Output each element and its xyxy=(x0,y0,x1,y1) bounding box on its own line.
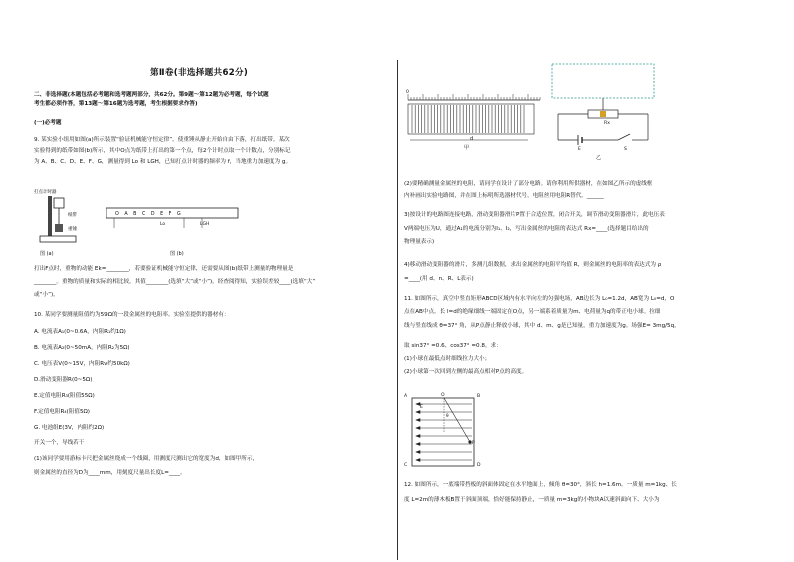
q10-option-c: C. 电压表V(0~15V，内阻Rv约50kΩ) xyxy=(34,361,130,367)
point-d: D xyxy=(150,212,157,217)
q11-label-b: B xyxy=(477,394,481,399)
q9-line2: 实验得到的纸带如图(b)所示，其中O点为纸带上打出的第一个点，每2个计时点取一个计数点，分别标记 xyxy=(34,148,291,154)
lgh-label: LGH xyxy=(200,222,210,227)
q11-line3: 线与竖直线成 θ=37° 角，从P点静止释放小球，其中 d、m、g是已知量，重力加速度为g。场强E= 3mg/5q， xyxy=(404,323,680,329)
q10-sub4-line2: =____(用 d、n、R、L表示) xyxy=(404,276,474,282)
ruler-zero: 0 xyxy=(406,90,409,95)
q10-sub2-line2: 内补画出实验电路图，并在图上标明所选器材代号，电阻丝用电阻R替代。______ xyxy=(404,193,604,199)
q12-line1: 12. 如图所示，一底端带挡板的斜面体固定在水平地面上，倾角 θ=30°，斜长 h=1.6m。一质量 m=1kg、长 xyxy=(404,482,677,488)
figure-jia-caption: 甲 xyxy=(464,145,470,151)
q12-line2: 度 L=2m的薄木板B置于斜面顶端，恰好能保持静止，一质量 m=3kg的小物块A以速斜面向下、大小为 xyxy=(404,497,660,503)
q11-line4: 取 sin37° =0.6、cos37° =0.8。求： xyxy=(404,343,502,349)
figure-yi-circuit xyxy=(548,62,660,162)
q10-sub2-line1: (2)要精确测量金属丝的电阻，请同学在设计了部分电路。请你利用所供器材，在如图乙所示的虚线框 xyxy=(404,181,653,187)
q9-line4: 打出F点时，重物的动能 Ek=________，若要验证机械能守恒定律，还需要从图(b)纸带上测量的物理量是 xyxy=(34,266,294,272)
q10-sub1-cont: 则金属丝的直径为D为____mm，用刻度尺量出长度L=____。 xyxy=(34,470,186,476)
q10-option-d: D.滑动变阻器R(0~5Ω) xyxy=(34,377,93,383)
page-title: 第Ⅱ卷(非选择题共62分) xyxy=(150,68,249,78)
q10-option-f: F.定值电阻R₄(阻值5Ω) xyxy=(34,409,90,415)
q10-option-a: A. 电流表A₁(0~0.6A，内阻R₁约1Ω) xyxy=(34,329,126,335)
point-b: B xyxy=(133,212,139,217)
figure-a-caption: 图 (a) xyxy=(40,251,54,257)
circuit-e-label: E xyxy=(578,147,581,152)
weight-label: 重锤 xyxy=(68,227,77,232)
circuit-s-label: S xyxy=(624,147,627,152)
figure-b-tape xyxy=(106,206,246,232)
point-e: E xyxy=(160,212,166,217)
figure-q11-field xyxy=(404,392,484,472)
point-o: O xyxy=(115,212,121,217)
point-c: C xyxy=(141,212,148,217)
q11-line2: 点在AB中点。长 l=d的绝缘细线一端固定在O点，另一端系着质量为m、电荷量为q的带正电小球。拉细 xyxy=(404,309,661,315)
point-a: A xyxy=(124,212,130,217)
circuit-rx-label: Rx xyxy=(604,121,610,126)
q11-label-c: C xyxy=(404,463,408,468)
q11-label-d: D xyxy=(477,463,481,468)
q10-sub1: (1)该同学要用游标卡尺把金属丝绕成一个线圈，用测度尺测出它的宽度为d，如图甲所示， xyxy=(34,456,259,462)
section-heading-cont: 考生都必须作答，第13题～第16题为选考题，考生根据要求作答) xyxy=(34,101,198,107)
q10-sub3-line1: 3)按设计的电路图连接电路，滑动变阻器滑片P置于合适位置，闭合开关，调节滑动变阻器滑片，此电压表 xyxy=(404,212,665,218)
q10-sub3-line3: 物理量表示) xyxy=(404,239,435,245)
q11-label-theta: θ xyxy=(446,413,449,418)
q11-line1: 11. 如图所示，真空中竖直矩形ABCD区域内有水平向左的匀强电场，AB边长为 L₀=1.2d，AB宽为 L₀=d，O xyxy=(404,296,675,302)
q10-line1: 10. 某同学要测量阻值约为59Ω的一段金属丝的电阻率。实验室提供的器材有： xyxy=(34,312,230,318)
figure-b-caption: 图 (b) xyxy=(170,251,184,257)
q11-label-e: E xyxy=(420,405,423,410)
q10-switch: 开关一个，导线若干 xyxy=(34,440,85,446)
q10-sub4-line1: 4)移动滑动变阻器的滑片，多测几组数据，求出金属丝的电阻平均值 R，则金属丝的电阻率的表达式为 ρ xyxy=(404,262,662,268)
lo-label: Lo xyxy=(160,222,166,227)
q10-option-g: G. 电池组E(3V，内阻约2Ω) xyxy=(34,425,105,431)
point-f: F xyxy=(168,212,174,217)
timer-label: 打点计时器 xyxy=(34,190,57,195)
figure-yi-caption: 乙 xyxy=(596,155,602,161)
width-label: d xyxy=(470,136,474,142)
q10-option-b: B. 电流表A₂(0~50mA，内阻R₂为5Ω) xyxy=(34,345,130,351)
section-heading: 二、非选择题(本题包括必考题和选考题两部分，共62分。第9题～第12题为必考题，每个试题 xyxy=(34,92,269,98)
column-divider xyxy=(397,60,398,560)
figure-jia-coil xyxy=(404,86,544,148)
q11-label-p: P xyxy=(472,441,475,446)
q11-label-a: A xyxy=(404,394,408,399)
q9-line1: 9. 某实验小组用如图(a)所示装置“验证机械能守恒定律”。使重锤从静止开始自由下落，打出纸带。某次 xyxy=(34,137,290,143)
q9-line3: 为 A、B、C、D、E、F、G，测量得到 Lo 和 LGH，已知打点计时器的频率为 f，当地重力加速度为 g。 xyxy=(34,159,292,165)
tape-label: 纸带 xyxy=(68,213,77,218)
q11-sub1: (1)小球在最低点时细线拉力大小； xyxy=(404,356,491,362)
q10-sub3-line2: V两端电压为U，通过A₁的电流分别为I₁、I₂，写出金属丝的电阻的表达式 Rx=____(选择题目给出的 xyxy=(404,226,649,232)
q11-label-o: O xyxy=(441,393,445,398)
required-heading: (一)必考题 xyxy=(34,120,62,126)
figure-a-apparatus xyxy=(34,186,104,256)
q10-option-e: E.定值电阻R₃(阻值55Ω) xyxy=(34,393,95,399)
q11-sub2: (2)小球第一次回到左侧的最高点相对P点的高度。 xyxy=(404,369,528,375)
point-g: G xyxy=(176,212,183,217)
q9-line6: 或“小”)。 xyxy=(34,292,59,298)
q9-line5: ________。重物的质量和实际的相比较，其值________(选填“大”或“小”)，经查阅得知，实验误差较____(选填“大” xyxy=(34,279,316,285)
tape-points xyxy=(115,211,183,218)
